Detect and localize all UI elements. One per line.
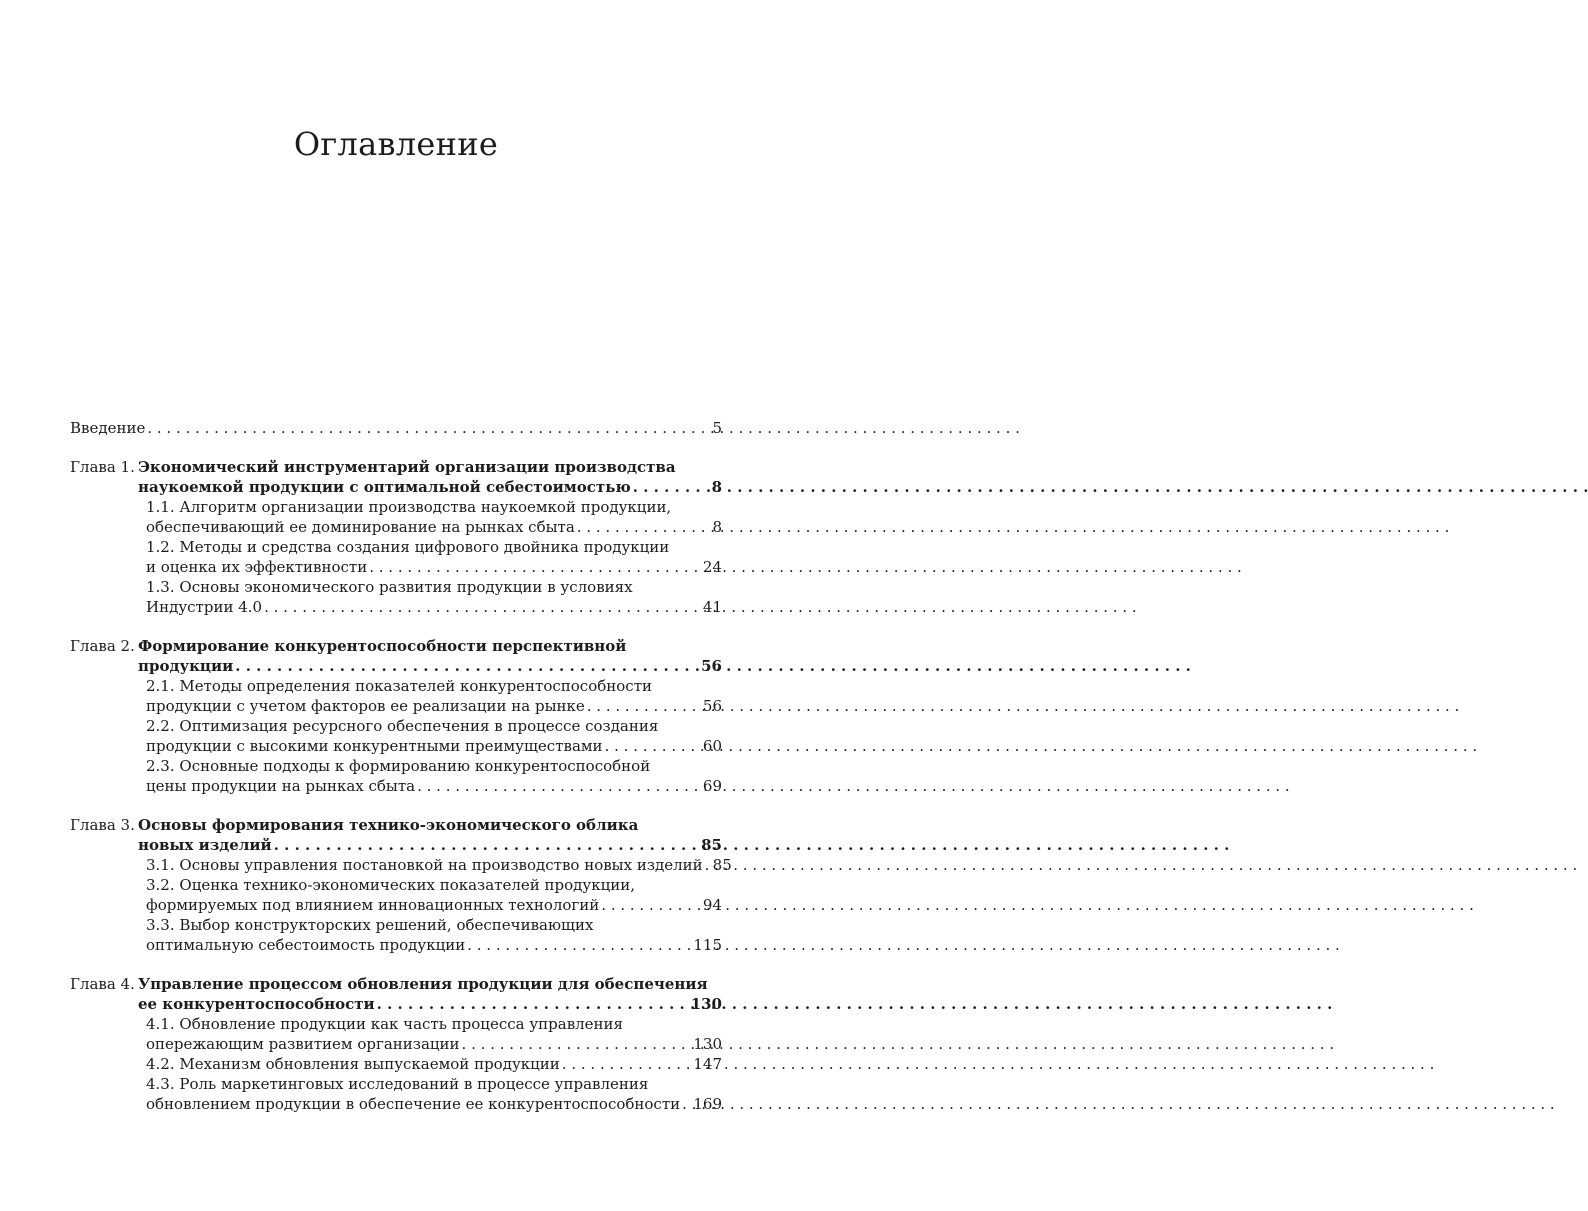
table-of-contents	[70, 418, 732, 1114]
dot-leader	[462, 1034, 692, 1054]
dot-leader	[264, 597, 701, 617]
toc-entry-text: Введение	[70, 419, 146, 437]
dot-leader	[467, 935, 691, 955]
toc-page-number: 56	[702, 697, 722, 715]
toc-page-number: 5	[712, 419, 722, 437]
toc-page-number: 24	[702, 558, 722, 576]
toc-section[interactable]: 1.1. Алгоритм организации производства наукоемкой продукции, обеспечивающий ее доминирование на рынках сбыта . . . 8	[138, 497, 722, 537]
toc-page-number: 56	[701, 657, 722, 675]
toc-section[interactable]: 3.3. Выбор конструкторских решений, обеспечивающих оптимальную себестоимость продукции . . . 115	[138, 915, 722, 955]
toc-page-number: 8	[712, 518, 722, 536]
chapter-title[interactable]: продукции . . . 56	[138, 656, 722, 676]
toc-section[interactable]: 4.2. Механизм обновления выпускаемой продукции . . . 147	[138, 1054, 722, 1074]
toc-chapter-4	[70, 974, 722, 1114]
toc-page-number: 130	[690, 995, 722, 1013]
toc-page-number: 85	[712, 856, 732, 874]
page-title: Оглавление	[293, 125, 499, 163]
dot-leader	[562, 1054, 692, 1074]
toc-section[interactable]: 3.1. Основы управления постановкой на производство новых изделий . . . 85	[138, 855, 722, 875]
chapter-title[interactable]: ее конкурентоспособности . . . 130	[138, 994, 722, 1014]
toc-page-number: 94	[702, 896, 722, 914]
dot-leader	[705, 855, 711, 875]
chapter-title[interactable]: Экономический инструментарий организации производства	[138, 458, 676, 476]
toc-page-number: 130	[693, 1035, 722, 1053]
toc-section[interactable]: 1.3. Основы экономического развития продукции в условиях Индустрии 4.0 . . . 41	[138, 577, 722, 617]
dot-leader	[417, 776, 701, 796]
dot-leader	[274, 835, 699, 855]
toc-page-number: 115	[693, 936, 722, 954]
toc-section[interactable]: 3.2. Оценка технико-экономических показателей продукции, формируемых под влиянием инновационных технологий . . . 94	[138, 875, 722, 915]
toc-section[interactable]: 1.2. Методы и средства создания цифрового двойника продукции и оценка их эффективности . . . 24	[138, 537, 722, 577]
toc-section[interactable]: 2.2. Оптимизация ресурсного обеспечения в процессе создания продукции с высокими конкурентными преимуществами . . . 60	[138, 716, 722, 756]
dot-leader	[377, 994, 689, 1014]
toc-section[interactable]: 4.1. Обновление продукции как часть процесса управления опережающим развитием организации . . . 130	[138, 1014, 722, 1054]
toc-entry-intro[interactable]	[70, 418, 722, 438]
toc-page-number: 147	[693, 1055, 722, 1073]
toc-page-number: 8	[711, 478, 722, 496]
toc-page-number: 69	[702, 777, 722, 795]
dot-leader	[235, 656, 699, 676]
chapter-label: Глава 2.	[70, 637, 135, 655]
dot-leader	[147, 418, 710, 438]
toc-section[interactable]: 4.3. Роль маркетинговых исследований в процессе управления обновлением продукции в обеспечение ее конкурентоспособности . . . 169	[138, 1074, 722, 1114]
dot-leader	[682, 1094, 691, 1114]
dot-leader	[577, 517, 711, 537]
chapter-label: Глава 3.	[70, 816, 135, 834]
dot-leader	[587, 696, 701, 716]
dot-leader	[633, 477, 710, 497]
dot-leader	[605, 736, 701, 756]
chapter-title[interactable]: Основы формирования технико-экономического облика	[138, 816, 639, 834]
toc-section[interactable]: 2.1. Методы определения показателей конкурентоспособности продукции с учетом факторов ее реализации на рынке . . . 56	[138, 676, 722, 716]
chapter-title[interactable]: новых изделий . . . 85	[138, 835, 722, 855]
chapter-title[interactable]: Управление процессом обновления продукции для обеспечения	[138, 975, 708, 993]
chapter-label: Глава 4.	[70, 975, 135, 993]
toc-page-number: 85	[701, 836, 722, 854]
chapter-label: Глава 1.	[70, 458, 135, 476]
dot-leader	[369, 557, 701, 577]
toc-page-number: 60	[702, 737, 722, 755]
toc-page-number: 169	[693, 1095, 722, 1113]
dot-leader	[601, 895, 701, 915]
toc-page-number: 41	[702, 598, 722, 616]
toc-chapter-3	[70, 815, 732, 955]
toc-chapter-1	[70, 457, 722, 617]
toc-chapter-2	[70, 636, 722, 796]
chapter-title[interactable]: наукоемкой продукции с оптимальной себестоимостью . . . 8	[138, 477, 722, 497]
toc-section[interactable]: 2.3. Основные подходы к формированию конкурентоспособной цены продукции на рынках сбыта . . . 69	[138, 756, 722, 796]
chapter-title[interactable]: Формирование конкурентоспособности перспективной	[138, 637, 627, 655]
